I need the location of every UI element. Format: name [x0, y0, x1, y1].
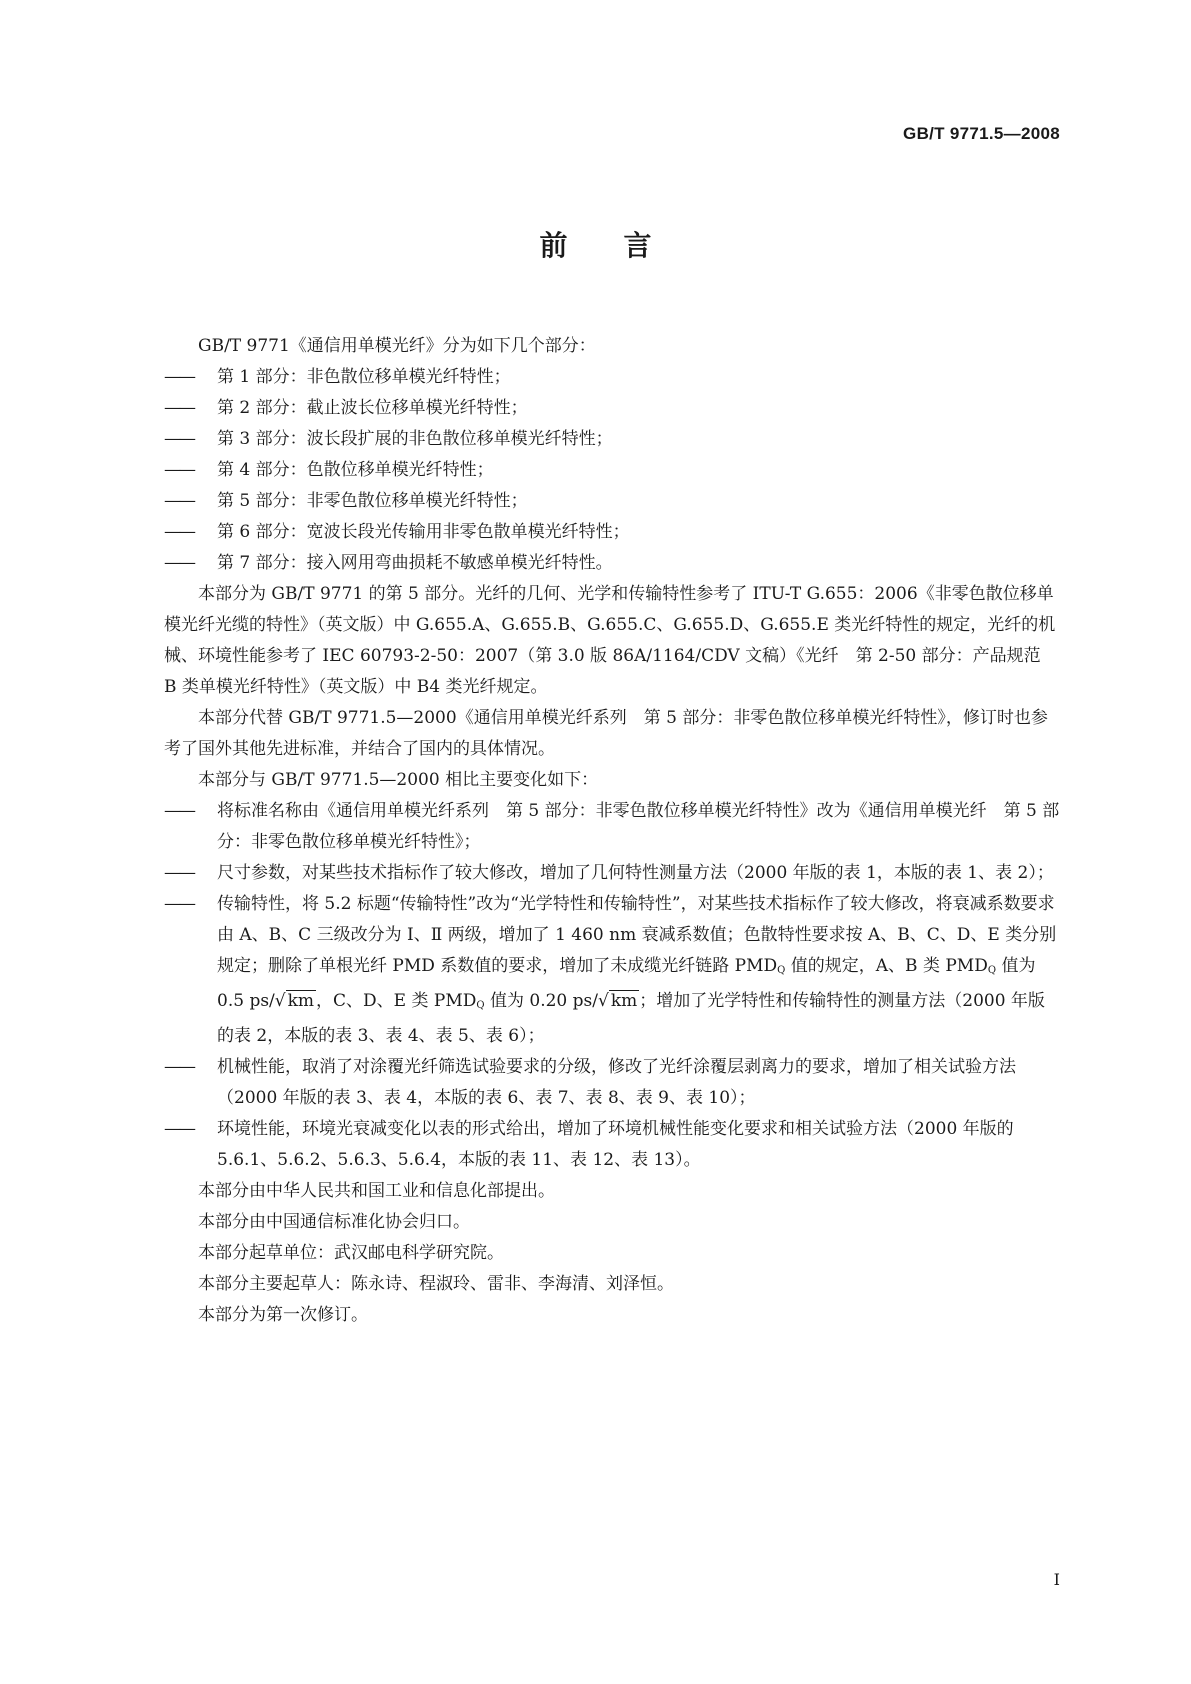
closing-administrator: 本部分由中国通信标准化协会归口。 [198, 1212, 470, 1232]
page-number: I [1053, 1570, 1060, 1589]
page-title: 前 言 [539, 229, 652, 262]
part-item-5: —— 第 5 部分：非零色散位移单模光纤特性； [164, 486, 1060, 517]
intro-paragraph: GB/T 9771《通信用单模光纤》分为如下几个部分： [198, 336, 596, 356]
part-item-6: —— 第 6 部分：宽波长段光传输用非零色散单模光纤特性； [164, 517, 1060, 548]
change-item-environmental: —— 环境性能，环境光衰减变化以表的形式给出，增加了环境机械性能变化要求和相关试验方法（2000 年版的 5.6.1、5.6.2、5.6.3、5.6.4，本版的表 11、表 12、表 13）。 [164, 1114, 1060, 1176]
closing-drafting-unit: 本部分起草单位：武汉邮电科学研究院。 [198, 1243, 504, 1263]
part-item-4: —— 第 4 部分：色散位移单模光纤特性； [164, 455, 1060, 486]
standard-code-header: GB/T 9771.5—2008 [903, 124, 1060, 143]
part-item-7: —— 第 7 部分：接入网用弯曲损耗不敏感单模光纤特性。 [164, 548, 1060, 579]
changes-intro-paragraph: 本部分与 GB/T 9771.5—2000 相比主要变化如下： [198, 770, 599, 790]
scope-paragraph: 本部分为 GB/T 9771 的第 5 部分。光纤的几何、光学和传输特性参考了 ITU-T G.655：2006《非零色散位移单模光纤光缆的特性》（英文版）中 G.655.A、G.655.B、G.655.C、G.655.D、G.655.E 类光纤特性的规定，光纤的机械、环境性能参考了 IEC 60793-2-50：2007（第 3.0 版 86A/1164/CDV 文稿）《光纤 第 2-50 部分：产品规范 B 类单模光纤特性》（英文版）中 B4 类光纤规定。 [164, 584, 1058, 697]
part-item-2: —— 第 2 部分：截止波长位移单模光纤特性； [164, 393, 1060, 424]
part-item-3: —— 第 3 部分：波长段扩展的非色散位移单模光纤特性； [164, 424, 1060, 455]
part-item-1: —— 第 1 部分：非色散位移单模光纤特性； [164, 362, 1060, 393]
change-item-name: —— 将标准名称由《通信用单模光纤系列 第 5 部分：非零色散位移单模光纤特性》改为《通信用单模光纤 第 5 部分：非零色散位移单模光纤特性》； [164, 796, 1060, 858]
closing-proposer: 本部分由中华人民共和国工业和信息化部提出。 [198, 1181, 555, 1201]
replacement-paragraph: 本部分代替 GB/T 9771.5—2000《通信用单模光纤系列 第 5 部分：非零色散位移单模光纤特性》，修订时也参考了国外其他先进标准，并结合了国内的具体情况。 [164, 708, 1048, 759]
change-item-transmission: —— 传输特性，将 5.2 标题“传输特性”改为“光学特性和传输特性”，对某些技术指标作了较大修改，将衰减系数要求由 A、B、C 三级改分为 Ⅰ、Ⅱ 两级，增加了 1 460 nm 衰减系数值；色散特性要求按 A、B、C、D、E 类分别规定；删除了单根光纤 PMD 系数值的要求，增加了未成缆光纤链路 $PMD_Q$ 值的规定，A、B 类 $PMD_Q$ 值为 0.5 ps/√ km ，C、D、E 类 $PMD_Q$ 值为 0.20 ps/√ km ；增加了光学特性和传输特性的测量方法（2000 年版的表 2，本版的表 3、表 4、表 5、表 6）； [164, 889, 1060, 1052]
closing-drafters: 本部分主要起草人：陈永诗、程淑玲、雷非、李海清、刘泽恒。 [198, 1274, 674, 1294]
change-item-dimensions: —— 尺寸参数，对某些技术指标作了较大修改，增加了几何特性测量方法（2000 年版的表 1，本版的表 1、表 2）； [164, 858, 1060, 889]
document-body [164, 331, 1060, 1331]
closing-revision-note: 本部分为第一次修订。 [198, 1305, 368, 1325]
change-item-mechanical: —— 机械性能，取消了对涂覆光纤筛选试验要求的分级，修改了光纤涂覆层剥离力的要求，增加了相关试验方法（2000 年版的表 3、表 4，本版的表 6、表 7、表 8、表 9、表 10）； [164, 1052, 1060, 1114]
